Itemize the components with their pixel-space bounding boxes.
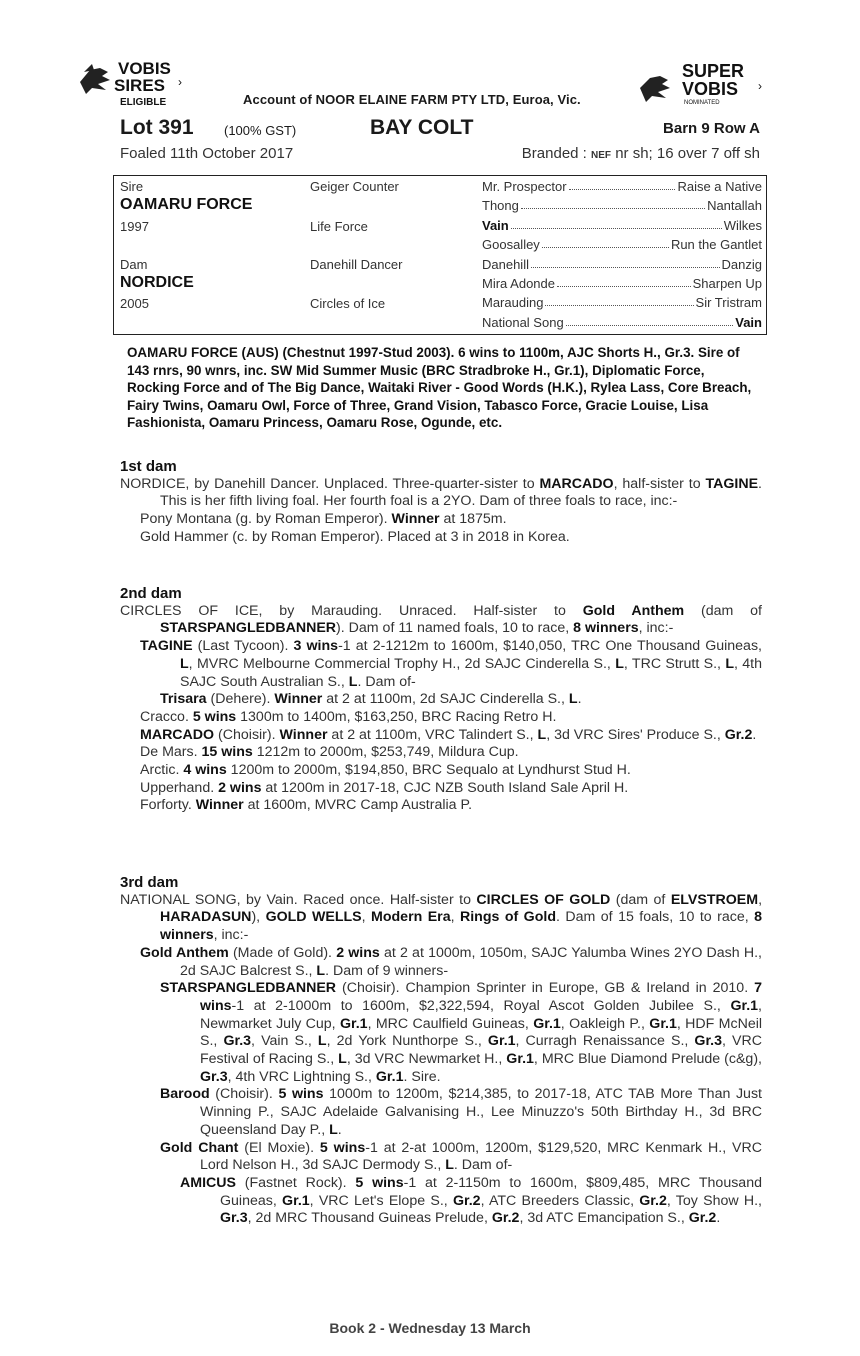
gg-row: National Song Vain (482, 315, 762, 330)
second-dam-heading: 2nd dam (120, 585, 182, 602)
horse-icon (80, 64, 110, 94)
grandfoal-entry: Trisara (Dehere). Winner at 2 at 1100m, 2d SAJC Cinderella S., L. (160, 691, 582, 708)
super-vobis-logo (638, 62, 768, 106)
logo-right-line1: SUPER (682, 62, 745, 81)
first-dam-section (120, 458, 762, 547)
vendor-account: Account of NOOR ELAINE FARM PTY LTD, Euroa, Vic. (243, 92, 581, 107)
lot-number: Lot 391 (120, 116, 194, 139)
lot-header (120, 116, 760, 142)
grandfoal-entry: STARSPANGLEDBANNER (Choisir). Champion Sprinter in Europe, GB & Ireland in 2010. 7 wins-1 at 2-1000m to 1600m, $2,322,594, Royal Ascot Golden Jubilee S., Gr.1, Newmarket July Cup, Gr.1, MRC Caulfield Guineas, Gr.1, Oakleigh P., Gr.1, HDF McNeil S., Gr.3, Vain S., L, 2d York Nunthorpe S., Gr.1, Curragh Renaissance S., Gr.3, VRC Festival of Racing S., L, 3d VRC Newmarket H., Gr.1, MRC Blue Diamond Prelude (c&g), Gr.3, 4th VRC Lightning S., Gr.1. Sire. (160, 980, 763, 1085)
pedigree-table (113, 175, 767, 335)
first-dam-text: NORDICE, by Danehill Dancer. Unplaced. Three-quarter-sister to MARCADO, half-sister to TAGINE. This is her fifth living foal. Her fourth foal is a 2YO. Dam of three foals to race, inc:- (120, 475, 762, 510)
foal-entry: De Mars. 15 wins 1212m to 2000m, $253,749, Mildura Cup. (140, 744, 519, 761)
horse-type: BAY COLT (370, 116, 474, 139)
gg-row: Goosalley Run the Gantlet (482, 237, 762, 252)
dam-year: 2005 (120, 296, 149, 311)
first-dam-heading: 1st dam (120, 458, 177, 475)
gg-row: Mr. Prospector Raise a Native (482, 179, 762, 194)
second-dam-text: CIRCLES OF ICE, by Marauding. Unraced. Half-sister to Gold Anthem (dam of STARSPANGLEDBANNER). Dam of 11 named foals, 10 to race, 8 winners, inc:- (120, 602, 762, 637)
foal-entry: Upperhand. 2 wins at 1200m in 2017-18, CJC NZB South Island Sale April H. (140, 779, 629, 796)
horse-icon (640, 76, 670, 102)
gg-row: Thong Nantallah (482, 198, 762, 213)
great-grandfoal-entry: AMICUS (Fastnet Rock). 5 wins-1 at 2-1150m to 1600m, $809,485, MRC Thousand Guineas, Gr.1, VRC Let's Elope S., Gr.2, ATC Breeders Classic, Gr.2, Toy Show H., Gr.3, 2d MRC Thousand Guineas Prelude, Gr.2, 3d ATC Emancipation S., Gr.2. (180, 1174, 762, 1227)
logo-right-line3: NOMINATED (684, 100, 720, 106)
sire-dam: Life Force (310, 219, 368, 234)
grandfoal-entry: Gold Chant (El Moxie). 5 wins-1 at 2-at 1000m, 1200m, $129,520, MRC Kenmark H., VRC Lord Nelson H., 3d SAJC Dermody S., L. Dam of- (160, 1139, 762, 1174)
page-footer: Book 2 - Wednesday 13 March (329, 1320, 531, 1336)
gg-row: Danehill Danzig (482, 257, 762, 272)
gg-row: Vain Wilkes (482, 218, 762, 233)
foal-entry: Arctic. 4 wins 1200m to 2000m, $194,850, BRC Sequalo at Lyndhurst Stud H. (140, 762, 631, 779)
branding: Branded : NEF nr sh; 16 over 7 off sh (521, 145, 760, 162)
second-dam-section (120, 585, 762, 815)
sire-sire: Geiger Counter (310, 179, 399, 194)
foal-entry: Cracco. 5 wins 1300m to 1400m, $163,250, BRC Racing Retro H. (140, 708, 557, 725)
logo-left-line1: VOBIS (118, 59, 171, 78)
third-dam-heading: 3rd dam (120, 874, 179, 891)
foal-entry: TAGINE (Last Tycoon). 3 wins-1 at 2-1212m to 1600m, $140,050, TRC One Thousand Guineas, L, MVRC Melbourne Commercial Trophy H., 2d SAJC Cinderella S., L, TRC Strutt S., L, 4th SAJC South Australian S., L. Dam of- (140, 638, 762, 690)
gg-row: Marauding Sir Tristram (482, 295, 762, 310)
third-dam-section (120, 874, 762, 1228)
sire-summary: OAMARU FORCE (AUS) (Chestnut 1997-Stud 2003). 6 wins to 1100m, AJC Shorts H., Gr.3. Sire of 143 rnrs, 90 wnrs, inc. SW Mid Summer Music (BRC Stradbroke H., Gr.1), Diplomatic Force, Rocking Force and of The Big Dance, Waitaki River - Good Words (H.K.), Rylea Lass, Core Breach, Fairy Twins, Oamaru Owl, Force of Three, Grand Vision, Tabasco Force, Gracie Louise, Lisa Fashionista, Oamaru Princess, Oamaru Rose, Ogunde, etc. (127, 345, 752, 431)
lot-gst: (100% GST) (224, 123, 297, 138)
sire-year: 1997 (120, 219, 149, 234)
foal-entry: Pony Montana (g. by Roman Emperor). Winner at 1875m. (140, 511, 507, 528)
dam-sire: Danehill Dancer (310, 257, 403, 272)
logo-left-line2: SIRES (114, 76, 166, 95)
third-dam-text: NATIONAL SONG, by Vain. Raced once. Half-sister to CIRCLES OF GOLD (dam of ELVSTROEM, HARADASUN), GOLD WELLS, Modern Era, Rings of Gold. Dam of 15 foals, 10 to race, 8 winners, inc:- (120, 891, 763, 944)
logo-left-line3: ELIGIBLE (120, 97, 167, 108)
foal-entry: MARCADO (Choisir). Winner at 2 at 1100m, VRC Talindert S., L, 3d VRC Sires' Produce S., Gr.2. (140, 726, 757, 743)
foal-entry: Gold Hammer (c. by Roman Emperor). Placed at 3 in 2018 in Korea. (140, 528, 570, 545)
grandfoal-entry: Barood (Choisir). 5 wins 1000m to 1200m, $214,385, to 2017-18, ATC TAB More Than Just Winning P., SAJC Adelaide Galvanising H., Lee Minuzzo's 50th Birthday H., 3d BRC Queensland Day P., L. (160, 1086, 762, 1138)
foal-entry: Gold Anthem (Made of Gold). 2 wins at 2 at 1000m, 1050m, SAJC Yalumba Wines 2YO Dash H., 2d SAJC Balcrest S., L. Dam of 9 winners- (140, 944, 762, 979)
sire-name: OAMARU FORCE (120, 196, 253, 213)
svg-text:›: › (758, 79, 762, 93)
dam-name: NORDICE (120, 274, 194, 291)
foaled-date: Foaled 11th October 2017 (120, 145, 294, 162)
sire-label: Sire (120, 179, 144, 194)
gg-row: Mira Adonde Sharpen Up (482, 276, 762, 291)
barn-location: Barn 9 Row A (663, 120, 760, 137)
dam-dam: Circles of Ice (310, 296, 386, 311)
logo-right-line2: VOBIS (682, 79, 739, 99)
vobis-sires-logo (78, 58, 198, 108)
dam-label: Dam (120, 257, 148, 272)
foal-entry: Forforty. Winner at 1600m, MVRC Camp Australia P. (140, 797, 473, 814)
svg-text:›: › (178, 75, 182, 89)
